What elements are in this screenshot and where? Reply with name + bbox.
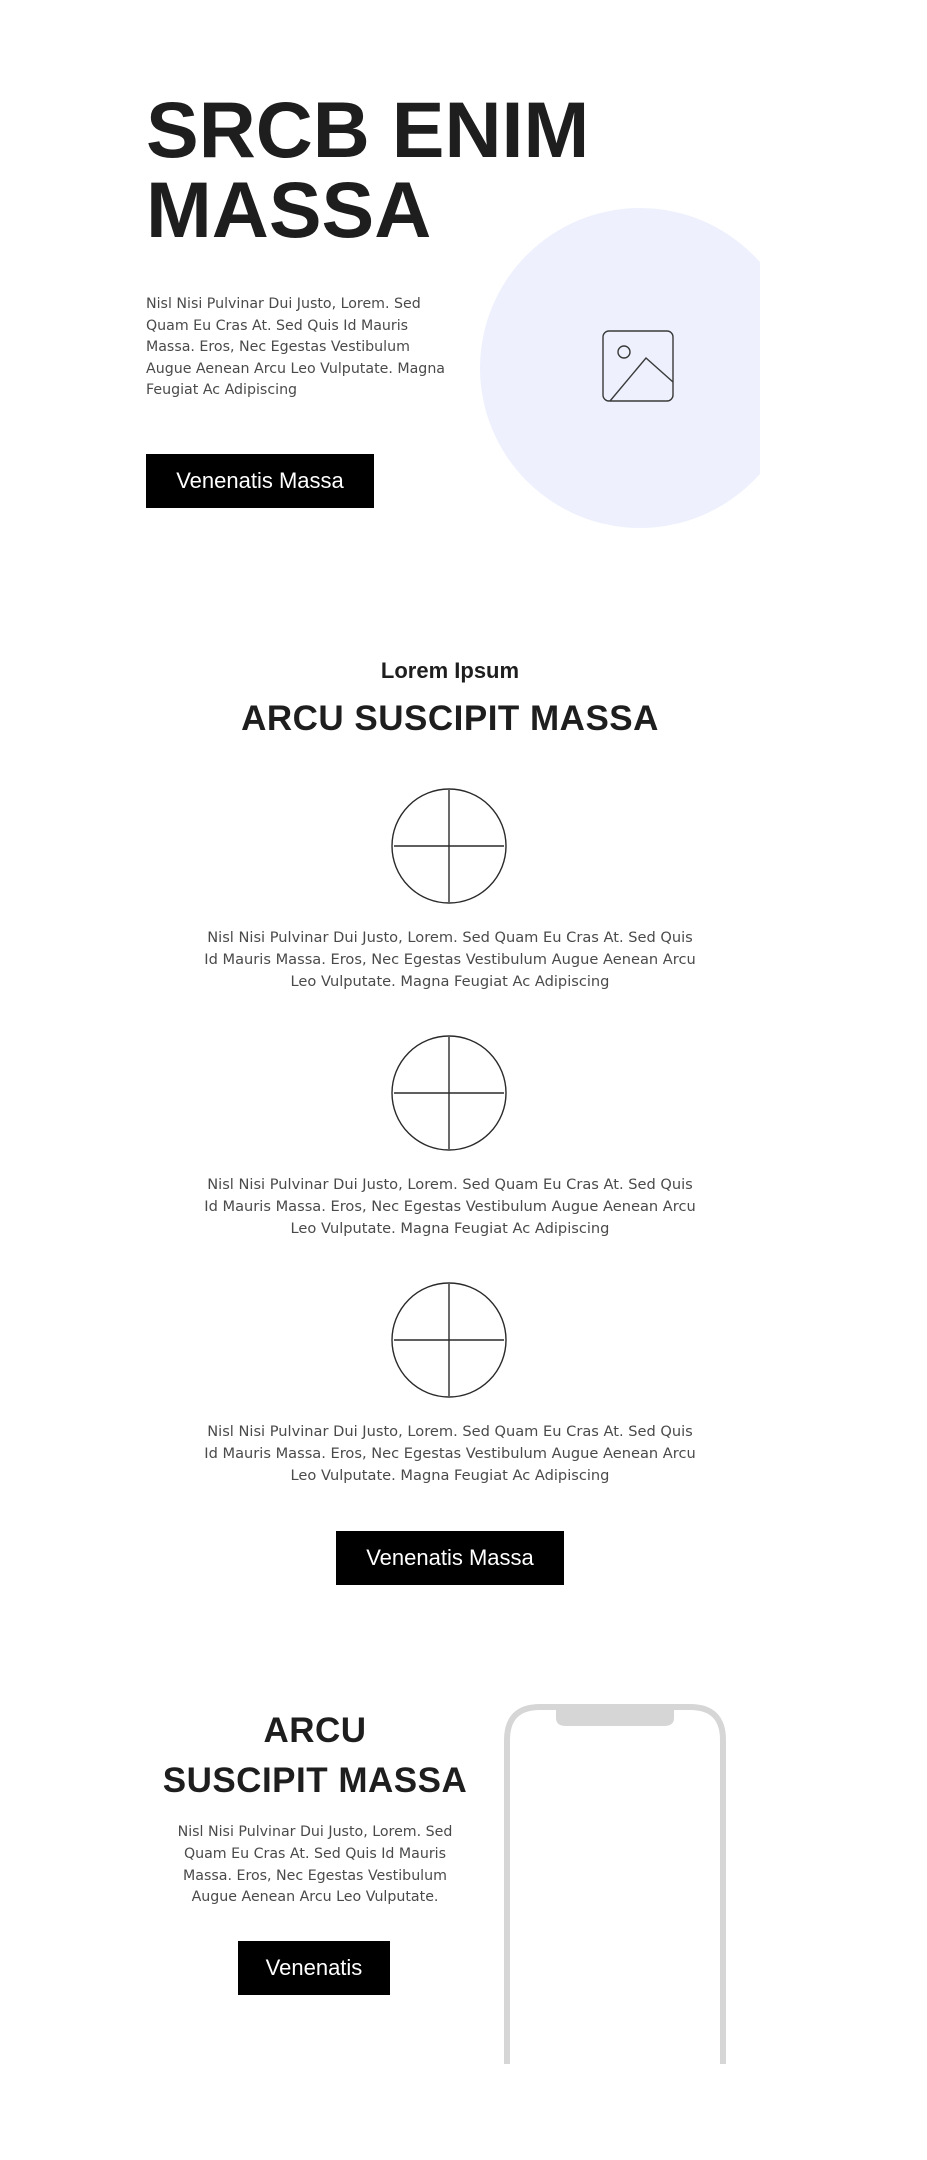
app-title-line-2: SUSCIPIT MASSA xyxy=(162,1761,468,1800)
hero-description: Nisl Nisi Pulvinar Dui Justo, Lorem. Sed Quam Eu Cras At. Sed Quis Id Mauris Massa. Eros, Nec Egestas Vestibulum Augue Aenean Arcu Leo Vulputate. Magna Feugiat Ac Adipiscing xyxy=(146,296,446,399)
features-cta-button[interactable]: Venenatis Massa xyxy=(336,1531,564,1585)
crosshair-circle-icon xyxy=(391,788,507,904)
features-title: ARCU SUSCIPIT MASSA xyxy=(241,699,659,738)
features-eyebrow: Lorem Ipsum xyxy=(380,658,520,683)
image-placeholder-icon xyxy=(602,330,674,402)
feature-item-text: Nisl Nisi Pulvinar Dui Justo, Lorem. Sed Quam Eu Cras At. Sed Quis Id Mauris Massa. Eros, Nec Egestas Vestibulum Augue Aenean Arcu Leo Vulputate. Magna Feugiat Ac Adipiscing xyxy=(204,1176,696,1237)
crosshair-circle-icon xyxy=(391,1282,507,1398)
app-section-description: Nisl Nisi Pulvinar Dui Justo, Lorem. Sed Quam Eu Cras At. Sed Quis Id Mauris Massa. Eros, Nec Egestas Vestibulum Augue Aenean Arcu Leo Vulputate. xyxy=(177,1824,453,1906)
app-title-line-1: ARCU xyxy=(263,1711,367,1750)
hero-title-line-2: MASSA xyxy=(146,165,432,254)
app-section-title xyxy=(145,1706,485,1806)
crosshair-circle-icon xyxy=(391,1035,507,1151)
app-cta-button[interactable]: Venenatis xyxy=(238,1941,390,1995)
hero-title-line-1: SRCB ENIM xyxy=(146,85,590,174)
hero-cta-button[interactable]: Venenatis Massa xyxy=(146,454,374,508)
feature-item-text: Nisl Nisi Pulvinar Dui Justo, Lorem. Sed Quam Eu Cras At. Sed Quis Id Mauris Massa. Eros, Nec Egestas Vestibulum Augue Aenean Arcu Leo Vulputate. Magna Feugiat Ac Adipiscing xyxy=(204,929,696,990)
feature-item-text: Nisl Nisi Pulvinar Dui Justo, Lorem. Sed Quam Eu Cras At. Sed Quis Id Mauris Massa. Eros, Nec Egestas Vestibulum Augue Aenean Arcu Leo Vulputate. Magna Feugiat Ac Adipiscing xyxy=(204,1423,696,1484)
phone-mockup-icon xyxy=(504,1704,726,2064)
